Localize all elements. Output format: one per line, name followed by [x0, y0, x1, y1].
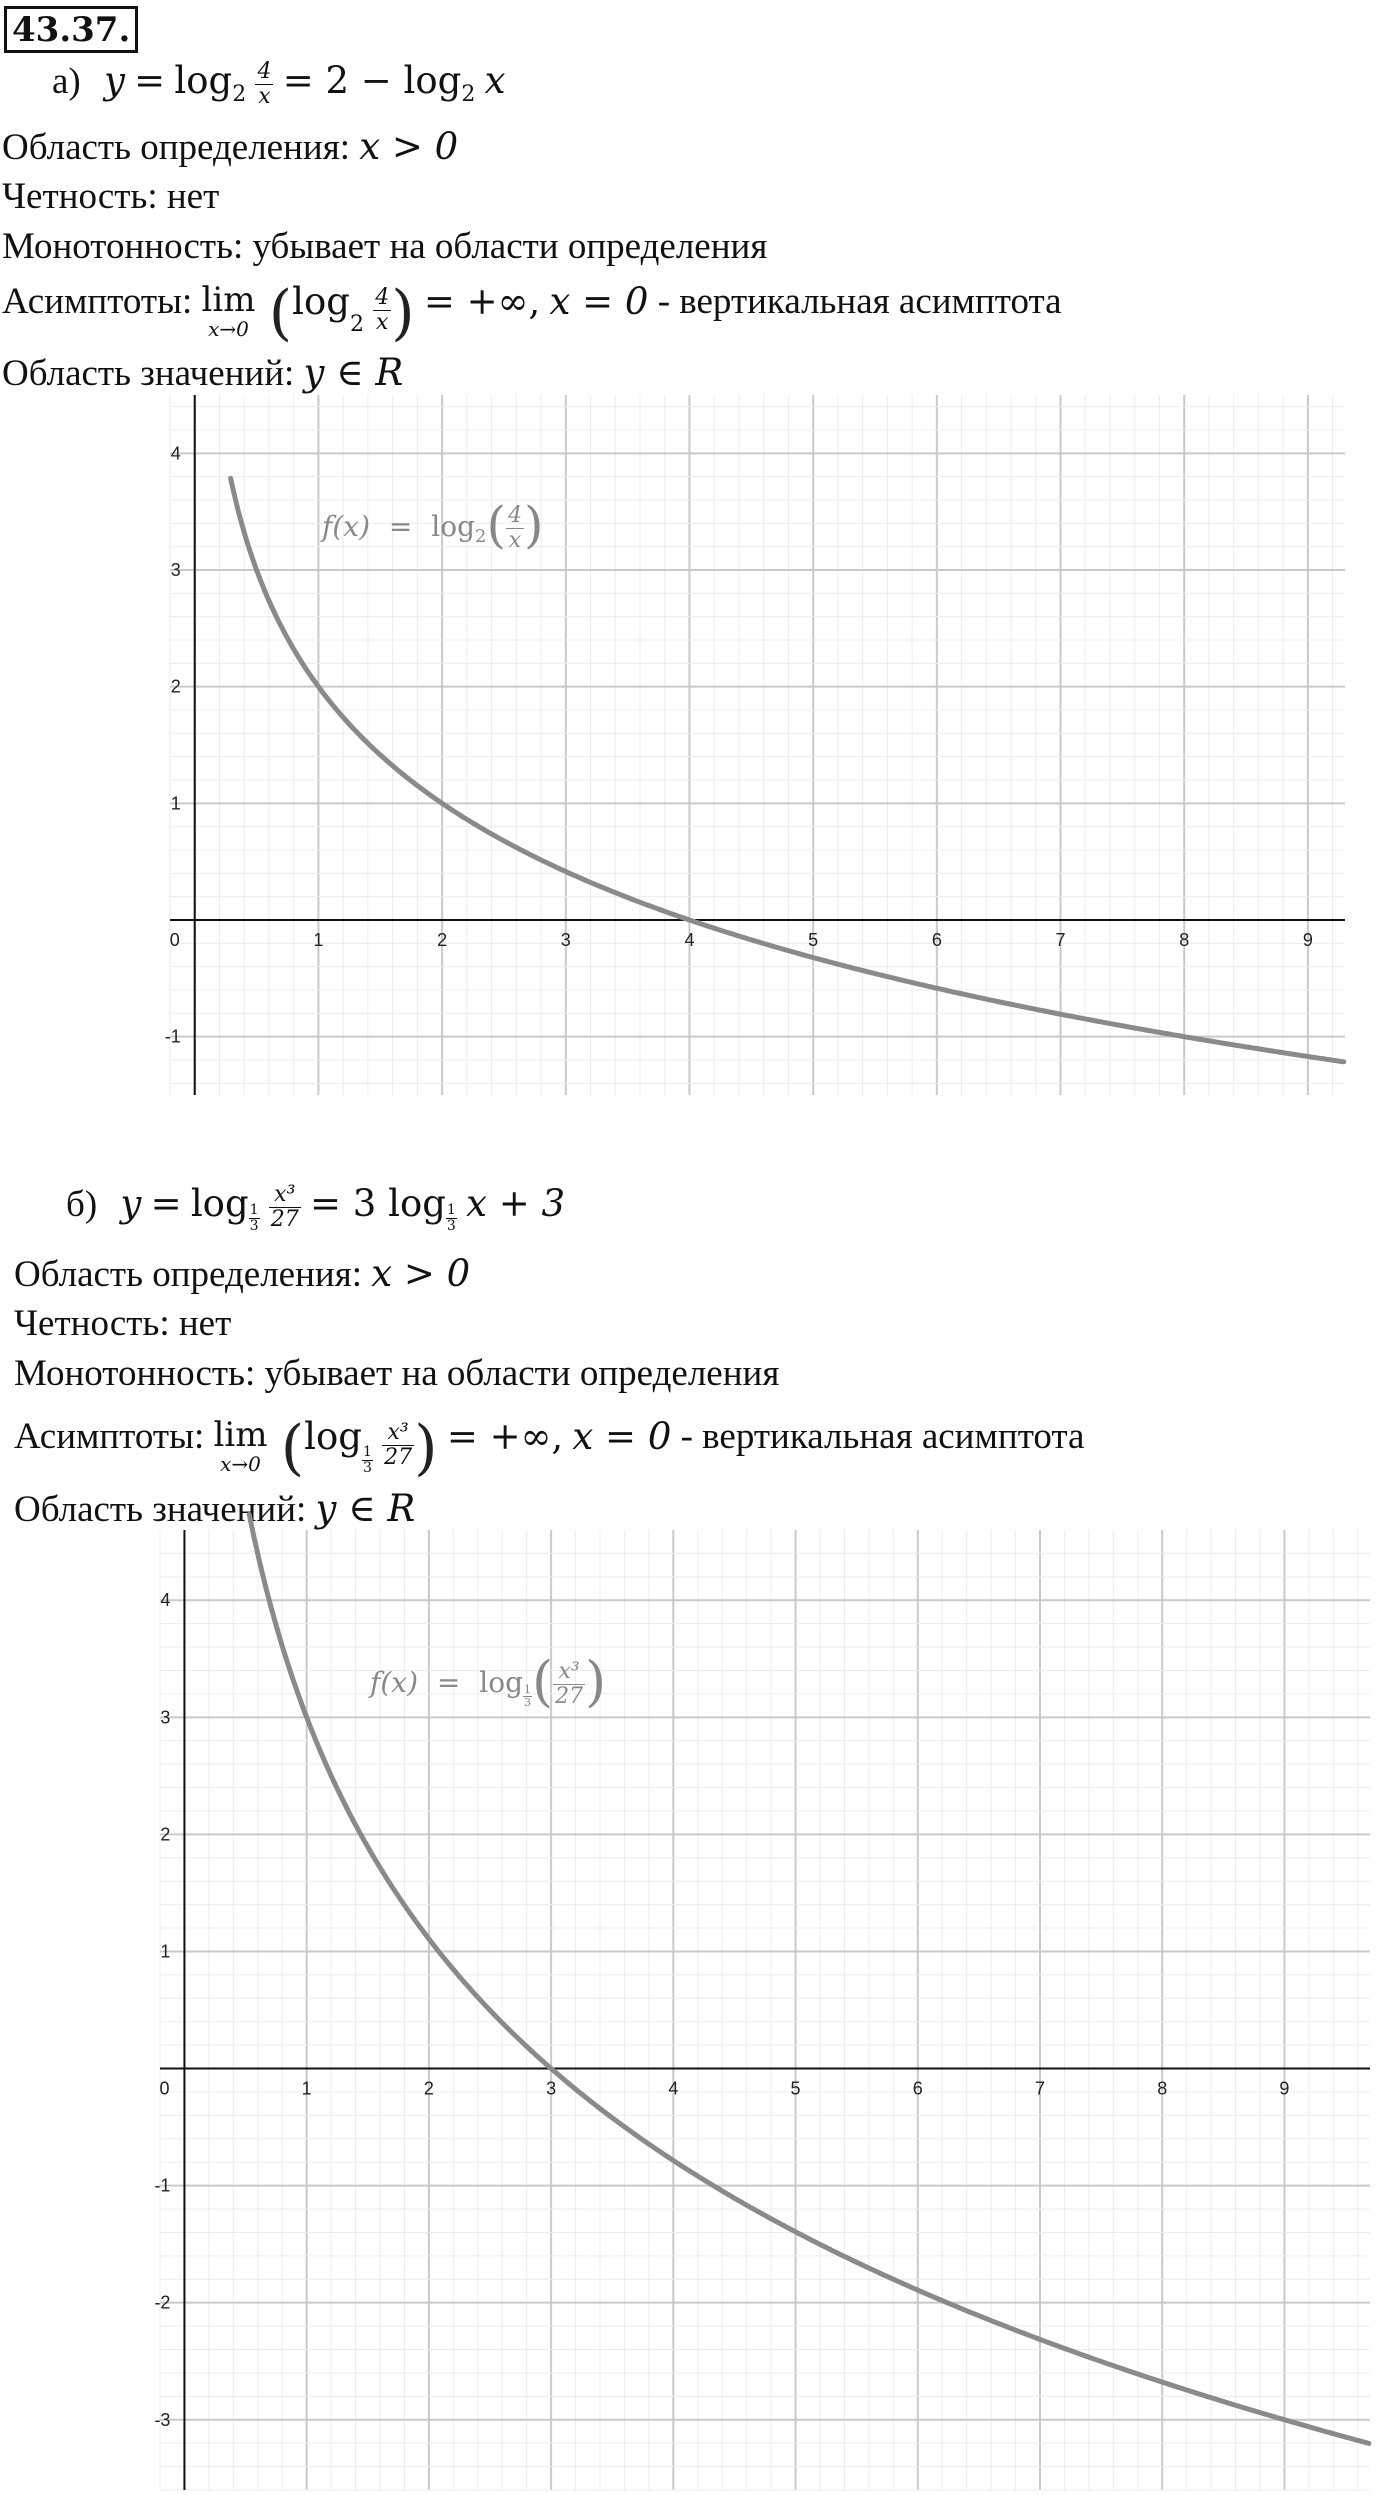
lim-base	[362, 1445, 373, 1476]
eq-b-eq: =	[150, 1181, 182, 1225]
lim-tail: = +∞,	[423, 280, 541, 323]
part-b-parity	[14, 1305, 231, 1342]
eq-b-rhs-var: x + 3	[466, 1181, 566, 1225]
graph-a-label	[322, 496, 544, 554]
part-b-range	[14, 1487, 416, 1530]
graph-a-base: 2	[475, 526, 487, 547]
parity-value: нет	[178, 1303, 232, 1344]
parity-label: Четность:	[2, 176, 158, 217]
eq-a-fraction	[255, 60, 273, 109]
eq-b-lhs: y	[120, 1181, 142, 1225]
eq-b-rhs: = 3 log	[310, 1181, 446, 1225]
monotonic-label: Монотонность:	[2, 226, 244, 267]
part-a-equation	[52, 60, 505, 109]
y-tick-label: -3	[154, 2409, 171, 2430]
graph-a-den: x	[508, 528, 522, 553]
eq-b-base	[249, 1203, 260, 1234]
domain-label: Область определения:	[14, 1254, 362, 1295]
y-tick-label: 2	[170, 676, 181, 697]
eq-a-rhs: = 2 − log	[282, 58, 462, 102]
monotonic-value: убывает на области определения	[252, 226, 768, 267]
part-a-parity	[2, 178, 219, 215]
range-label: Область значений:	[2, 353, 295, 394]
graph-b-num: x³	[553, 1660, 585, 1685]
domain-value: x > 0	[371, 1252, 471, 1295]
graph-a-num: 4	[508, 503, 523, 528]
graph-a-fx: f(x)	[322, 510, 371, 543]
y-tick-label: -1	[154, 2175, 171, 2196]
x-tick-label: 0	[159, 2078, 170, 2099]
x-tick-label: 5	[790, 2078, 801, 2099]
x-tick-label: 1	[301, 2078, 312, 2099]
part-b-asymptote	[14, 1413, 1085, 1483]
eq-a-lhs: y	[104, 58, 125, 102]
x-tick-label: 6	[912, 2078, 923, 2099]
eq-b-base-den: 3	[249, 1217, 259, 1234]
graph-a-paren-close: )	[524, 496, 544, 554]
graph-b-base-num: 1	[524, 1683, 532, 1696]
parity-label: Четность:	[14, 1303, 170, 1344]
limit	[213, 1415, 268, 1476]
x-tick-label: 7	[1034, 2078, 1046, 2099]
part-a-marker: а)	[52, 60, 81, 102]
graph-b	[154, 1530, 1370, 2490]
graph-a-eq: =	[388, 510, 413, 543]
part-a-asymptote	[2, 278, 1062, 348]
graph-a-paren-open: (	[486, 496, 507, 554]
eq-b-rhs-base-num: 1	[446, 1201, 456, 1218]
eq-b-num: x³	[269, 1183, 301, 1208]
eq-a-base: 2	[232, 81, 247, 107]
x-tick-label: 7	[1055, 930, 1066, 950]
eq-b-fraction	[269, 1183, 301, 1232]
graph-b-fraction	[553, 1660, 585, 1709]
y-tick-label: 1	[160, 1941, 171, 1962]
part-b-monotonic	[14, 1355, 779, 1392]
x-tick-label: 2	[437, 930, 448, 950]
paren-open: (	[280, 1413, 305, 1483]
lim-base-num: 1	[362, 1444, 372, 1460]
asymptote-label: Асимптоты:	[14, 1416, 205, 1457]
x-tick-label: 3	[560, 930, 571, 950]
graph-b-paren-open: (	[532, 1650, 554, 1713]
y-tick-label: 3	[160, 1707, 171, 1728]
domain-value: x > 0	[359, 125, 459, 168]
lim-fraction	[382, 1421, 414, 1470]
part-b-marker: б)	[66, 1183, 98, 1225]
part-a-monotonic	[2, 228, 767, 265]
monotonic-label: Монотонность:	[14, 1353, 256, 1394]
problem-number: 43.37.	[4, 6, 138, 53]
x-tick-label: 3	[546, 2078, 557, 2099]
x-tick-label: 0	[169, 930, 180, 950]
function-curve	[231, 478, 1344, 1062]
graph-a-fraction	[506, 504, 524, 553]
y-tick-label: -2	[154, 2292, 171, 2313]
eq-a-den: x	[258, 84, 271, 109]
eq-a-rhs-base: 2	[461, 81, 476, 107]
part-a-domain	[2, 125, 459, 168]
eq-b-base-num: 1	[249, 1201, 259, 1218]
lim-base: 2	[349, 312, 364, 337]
eq-a-num: 4	[257, 59, 272, 84]
eq-a-log: log	[174, 58, 233, 102]
limit	[201, 280, 256, 341]
x-tick-label: 8	[1157, 2078, 1168, 2099]
y-tick-label: 1	[170, 793, 181, 814]
asymptote-label: Асимптоты:	[2, 281, 193, 322]
x-tick-label: 5	[808, 930, 819, 950]
lim-num: x³	[382, 1421, 414, 1446]
range-value: y ∈ R	[315, 1487, 416, 1530]
eq-b-den: 27	[270, 1207, 299, 1232]
y-tick-label: 3	[170, 560, 181, 580]
asym-text: - вертикальная асимптота	[680, 1416, 1085, 1457]
graph-b-log: log	[479, 1666, 524, 1699]
x-tick-label: 8	[1179, 930, 1190, 950]
lim-tail: = +∞,	[446, 1415, 564, 1458]
parity-value: нет	[166, 176, 220, 217]
y-tick-label: 4	[160, 1590, 171, 1611]
y-tick-label: -1	[164, 1026, 181, 1047]
graph-b-den: 27	[555, 1684, 584, 1709]
lim-log: log	[292, 280, 350, 323]
x-tick-label: 6	[931, 930, 942, 950]
lim-base-den: 3	[362, 1460, 372, 1476]
paren-close: )	[414, 1413, 438, 1483]
eq-b-rhs-base	[446, 1203, 457, 1234]
lim-under: x→0	[220, 1452, 261, 1476]
x-tick-label: 4	[684, 930, 695, 950]
asym-eq: x = 0	[549, 280, 649, 323]
lim-num: 4	[375, 285, 390, 310]
graph-a-log: log	[431, 510, 476, 543]
part-b-equation	[66, 1183, 565, 1234]
eq-b-log: log	[190, 1181, 249, 1225]
monotonic-value: убывает на области определения	[264, 1353, 780, 1394]
paren-close: )	[391, 278, 415, 348]
domain-label: Область определения:	[2, 127, 350, 168]
paren-open: (	[268, 278, 293, 348]
y-tick-label: 2	[160, 1824, 171, 1845]
x-tick-label: 9	[1279, 2078, 1290, 2099]
lim-word: lim	[213, 1415, 268, 1455]
graph-b-eq: =	[436, 1666, 461, 1699]
graph-b-base-den: 3	[524, 1696, 532, 1709]
eq-a-eq: =	[134, 58, 166, 102]
asym-text: - вертикальная асимптота	[657, 281, 1062, 322]
range-label: Область значений:	[14, 1489, 307, 1530]
x-tick-label: 2	[423, 2078, 434, 2099]
graph-b-fx: f(x)	[370, 1666, 419, 1699]
x-tick-label: 1	[313, 930, 324, 950]
y-tick-label: 4	[170, 443, 181, 464]
asym-eq: x = 0	[572, 1415, 672, 1458]
range-value: y ∈ R	[303, 351, 404, 394]
lim-under: x→0	[208, 317, 249, 341]
x-tick-label: 4	[668, 2078, 679, 2099]
eq-b-rhs-base-den: 3	[446, 1217, 456, 1234]
lim-den: x	[376, 310, 389, 335]
lim-word: lim	[201, 280, 256, 320]
lim-log: log	[304, 1415, 362, 1458]
lim-fraction	[373, 286, 391, 335]
graph-b-label	[370, 1650, 606, 1713]
x-tick-label: 9	[1302, 930, 1313, 950]
part-a-range	[2, 351, 404, 394]
eq-a-rhs-var: x	[484, 58, 506, 102]
graph-b-paren-close: )	[585, 1650, 607, 1713]
lim-den: 27	[384, 1445, 413, 1470]
graph-b-base	[523, 1684, 532, 1709]
part-b-domain	[14, 1252, 471, 1295]
